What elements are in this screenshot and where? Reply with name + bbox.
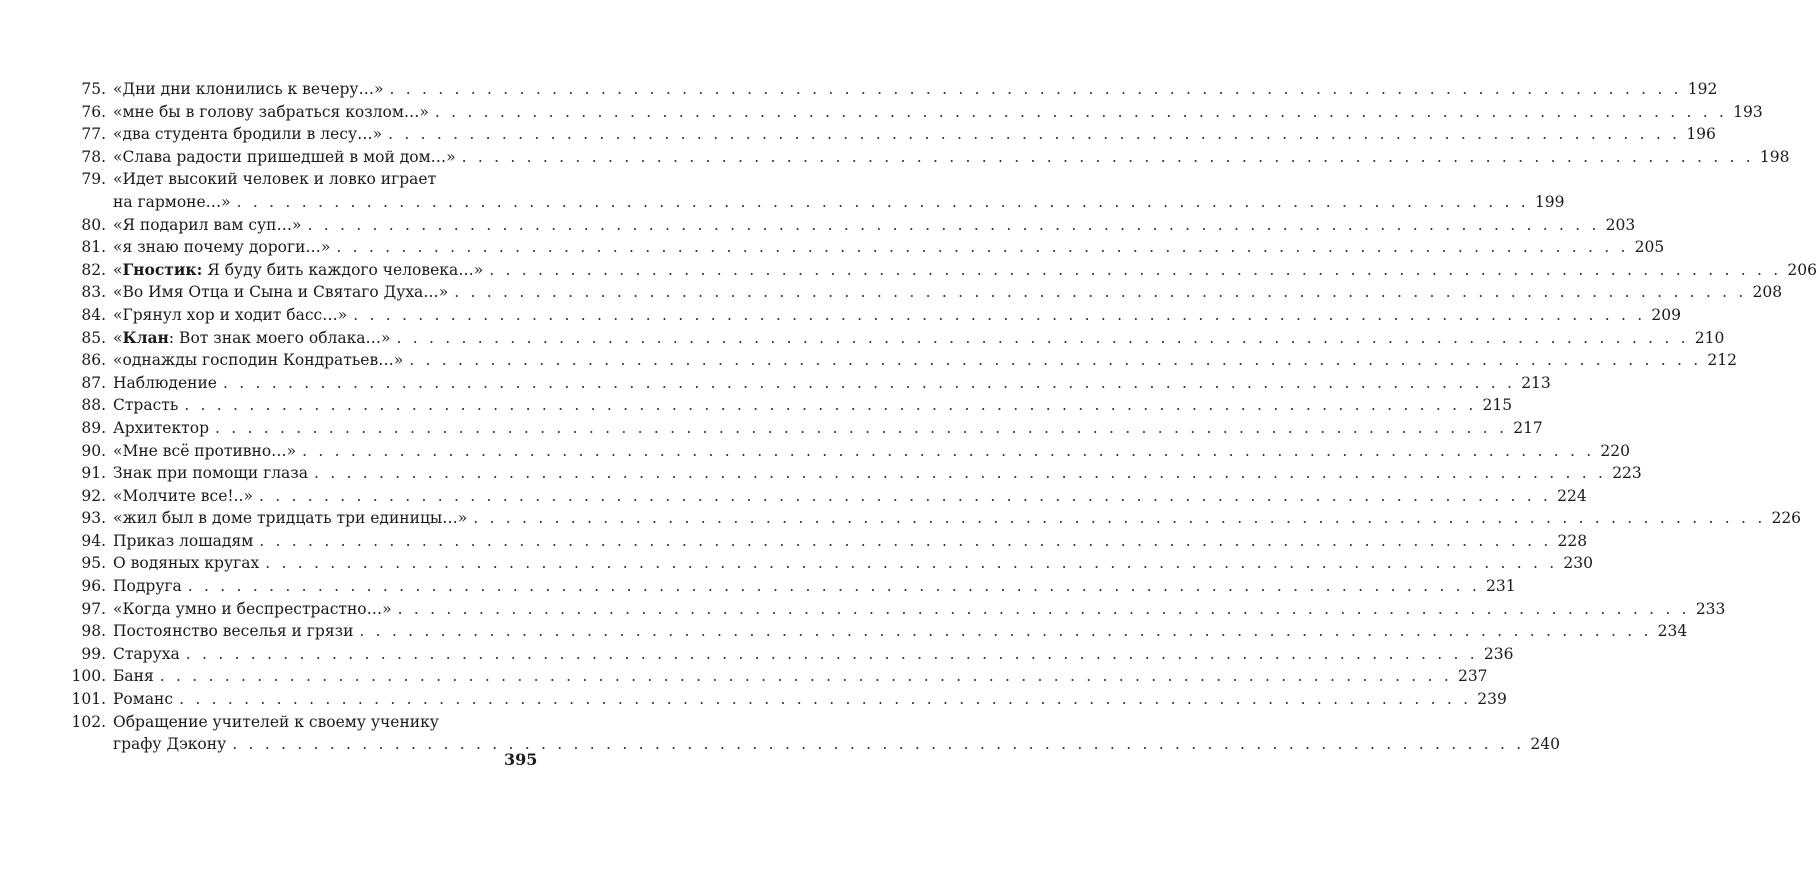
entry-body xyxy=(113,327,1725,350)
dot-leader: . . . . . . . . . . . . . . . . . . . . . . . . . . . . . . . . . . . . . . . . . . . . . . . . . . . . . . . . . . . . . . . . . . . . . . . . . . . . . . . . xyxy=(397,599,1690,618)
entry-body xyxy=(113,507,1802,530)
dot-leader: . . . . . . . . . . . . . . . . . . . . . . . . . . . . . . . . . . . . . . . . . . . . . . . . . . . . . . . . . . . . . . . . . . . . . . . . . . . . . . . . xyxy=(434,102,1728,121)
dot-leader: . . . . . . . . . . . . . . . . . . . . . . . . . . . . . . . . . . . . . . . . . . . . . . . . . . . . . . . . . . . . . . . . . . . . . . . . . . . . . . . . xyxy=(265,554,1558,573)
entry-title: Знак при помощи глаза xyxy=(113,464,308,483)
entry-page-number: 224 xyxy=(1557,486,1587,505)
entry-body xyxy=(113,417,1543,440)
entry-title-prefix: « xyxy=(113,260,123,279)
entry-number: 92. xyxy=(81,486,106,505)
entry-title: О водяных кругах xyxy=(113,554,260,573)
entry-number: 82. xyxy=(81,260,106,279)
entry-page-number: 196 xyxy=(1686,125,1716,144)
dot-leader: . . . . . . . . . . . . . . . . . . . . . . . . . . . . . . . . . . . . . . . . . . . . . . . . . . . . . . . . . . . . . . . . . . . . . . . . . . . . . . . . xyxy=(461,147,1754,166)
entry-title: «Во Имя Отца и Сына и Святаго Духа…» xyxy=(113,283,449,302)
entry-page-number: 193 xyxy=(1733,102,1763,121)
toc-entry[interactable] xyxy=(62,349,1737,372)
entry-page-number: 239 xyxy=(1477,690,1507,709)
dot-leader: . . . . . . . . . . . . . . . . . . . . . . . . . . . . . . . . . . . . . . . . . . . . . . . . . . . . . . . . . . . . . . . . . . . . . . . . . . . . . . . . xyxy=(302,441,1595,460)
dot-leader: . . . . . . . . . . . . . . . . . . . . . . . . . . . . . . . . . . . . . . . . . . . . . . . . . . . . . . . . . . . . . . . . . . . . . . . . . . . . . . . . xyxy=(313,464,1607,483)
dot-leader: . . . . . . . . . . . . . . . . . . . . . . . . . . . . . . . . . . . . . . . . . . . . . . . . . . . . . . . . . . . . . . . . . . . . . . . . . . . . . . . . xyxy=(307,215,1600,234)
entry-body xyxy=(113,78,1718,101)
entry-body xyxy=(113,236,1665,259)
dot-leader: . . . . . . . . . . . . . . . . . . . . . . . . . . . . . . . . . . . . . . . . . . . . . . . . . . . . . . . . . . . . . . . . . . . . . . . . . . . . . . . . xyxy=(179,690,1472,709)
toc-entry[interactable] xyxy=(62,123,1716,146)
entry-number: 86. xyxy=(81,351,106,370)
dot-leader: . . . . . . . . . . . . . . . . . . . . . . . . . . . . . . . . . . . . . . . . . . . . . . . . . . . . . . . . . . . . . . . . . . . . . . . . . . . . . . . . xyxy=(388,125,1681,144)
entry-body xyxy=(113,394,1513,417)
entry-page-number: 223 xyxy=(1612,464,1642,483)
entry-number: 88. xyxy=(81,396,106,415)
entry-page-number: 205 xyxy=(1634,238,1665,257)
entry-page-number: 228 xyxy=(1557,531,1588,550)
entry-title: «Грянул хор и ходит басс…» xyxy=(113,305,348,324)
toc-entry[interactable] xyxy=(62,304,1682,327)
entry-body xyxy=(113,101,1763,124)
entry-number: 77. xyxy=(81,125,106,144)
toc-entry[interactable] xyxy=(62,78,1718,101)
dot-leader: . . . . . . . . . . . . . . . . . . . . . . . . . . . . . . . . . . . . . . . . . . . . . . . . . . . . . . . . . . . . . . . . . . . . . . . . . . . . . . . . xyxy=(222,373,1516,392)
entry-number: 78. xyxy=(81,147,106,166)
entry-body xyxy=(113,530,1588,553)
entry-body xyxy=(113,440,1630,463)
entry-title: «Дни дни клонились к вечеру…» xyxy=(113,80,384,98)
toc-entry[interactable] xyxy=(62,485,1587,508)
entry-body xyxy=(113,259,1817,282)
dot-leader: . . . . . . . . . . . . . . . . . . . . . . . . . . . . . . . . . . . . . . . . . . . . . . . . . . . . . . . . . . . . . . . . . . . . . . . . . . . . . . . . xyxy=(353,305,1646,324)
entry-number: 90. xyxy=(81,441,106,460)
entry-title-line1: Обращение учителей к своему ученику xyxy=(113,712,439,731)
toc-entry[interactable] xyxy=(62,462,1642,485)
entry-body xyxy=(113,575,1516,598)
entry-page-number: 237 xyxy=(1457,667,1488,686)
entry-title xyxy=(113,259,483,282)
entry-number: 75. xyxy=(81,80,106,98)
dot-leader: . . . . . . . . . . . . . . . . . . . . . . . . . . . . . . . . . . . . . . . . . . . . . . . . . . . . . . . . . . . . . . . . . . . . . . . . . . . . . . . . xyxy=(489,260,1782,279)
entry-number: 98. xyxy=(81,622,106,641)
dot-leader: . . . . . . . . . . . . . . . . . . . . . . . . . . . . . . . . . . . . . . . . . . . . . . . . . . . . . . . . . . . . . . . . . . . . . . . . . . . . . . . . xyxy=(336,238,1629,257)
entry-title: «мне бы в голову забраться козлом…» xyxy=(113,102,429,121)
toc-entry[interactable] xyxy=(62,598,1726,621)
entry-body xyxy=(113,688,1507,711)
entry-number: 91. xyxy=(81,464,106,483)
entry-body xyxy=(113,665,1488,688)
entry-number: 87. xyxy=(81,373,106,392)
entry-page-number: 215 xyxy=(1482,396,1513,415)
entry-title xyxy=(113,327,391,350)
entry-title: Архитектор xyxy=(113,418,209,437)
entry-number: 76. xyxy=(81,102,106,121)
entry-body xyxy=(113,349,1737,372)
entry-title: Подруга xyxy=(113,577,182,596)
entry-number: 97. xyxy=(81,599,106,618)
entry-title: Романс xyxy=(113,690,174,709)
entry-title: на гармоне…» xyxy=(113,192,231,211)
entry-page-number: 240 xyxy=(1530,735,1561,754)
entry-number: 81. xyxy=(81,238,106,257)
dot-leader: . . . . . . . . . . . . . . . . . . . . . . . . . . . . . . . . . . . . . . . . . . . . . . . . . . . . . . . . . . . . . . . . . . . . . . . . . . . . . . . . xyxy=(396,328,1689,347)
entry-title-rest: Я буду бить каждого человека…» xyxy=(202,260,484,279)
entry-body xyxy=(113,146,1790,169)
dot-leader: . . . . . . . . . . . . . . . . . . . . . . . . . . . . . . . . . . . . . . . . . . . . . . . . . . . . . . . . . . . . . . . . . . . . . . . . . . . . . . . . xyxy=(159,667,1452,686)
toc-entry[interactable] xyxy=(62,214,1636,237)
toc-entry[interactable] xyxy=(62,327,1725,350)
entry-body xyxy=(113,168,1565,213)
dot-leader: . . . . . . . . . . . . . . . . . . . . . . . . . . . . . . . . . . . . . . . . . . . . . . . . . . . . . . . . . . . . . . . . . . . . . . . . . . . . . . . . xyxy=(184,396,1477,415)
entry-title: «Когда умно и беспрестрастно…» xyxy=(113,599,392,618)
toc-entry[interactable] xyxy=(62,643,1514,666)
entry-page-number: 210 xyxy=(1694,328,1725,347)
toc-entry[interactable] xyxy=(62,575,1516,598)
entry-page-number: 198 xyxy=(1759,147,1790,166)
entry-page-number: 192 xyxy=(1687,80,1718,98)
entry-page-number: 199 xyxy=(1534,192,1565,211)
toc-entry[interactable] xyxy=(62,146,1790,169)
dot-leader: . . . . . . . . . . . . . . . . . . . . . . . . . . . . . . . . . . . . . . . . . . . . . . . . . . . . . . . . . . . . . . . . . . . . . . . . . . . . . . . . xyxy=(236,192,1529,211)
dot-leader: . . . . . . . . . . . . . . . . . . . . . . . . . . . . . . . . . . . . . . . . . . . . . . . . . . . . . . . . . . . . . . . . . . . . . . . . . . . . . . . . xyxy=(473,509,1766,528)
dot-leader: . . . . . . . . . . . . . . . . . . . . . . . . . . . . . . . . . . . . . . . . . . . . . . . . . . . . . . . . . . . . . . . . . . . . . . . . . . . . . . . . xyxy=(409,351,1702,370)
entry-title: Баня xyxy=(113,667,154,686)
entry-page-number: 212 xyxy=(1707,351,1737,370)
entry-page-number: 230 xyxy=(1563,554,1593,573)
entry-number: 89. xyxy=(81,418,106,437)
entry-title-bold: Клан xyxy=(122,327,169,347)
entry-title: «Я подарил вам суп…» xyxy=(113,215,302,234)
toc-entry[interactable] xyxy=(62,236,1665,259)
entry-page-number: 236 xyxy=(1483,644,1514,663)
entry-number: 85. xyxy=(81,328,106,347)
dot-leader: . . . . . . . . . . . . . . . . . . . . . . . . . . . . . . . . . . . . . . . . . . . . . . . . . . . . . . . . . . . . . . . . . . . . . . . . . . . . . . . . xyxy=(215,418,1508,437)
dot-leader: . . . . . . . . . . . . . . . . . . . . . . . . . . . . . . . . . . . . . . . . . . . . . . . . . . . . . . . . . . . . . . . . . . . . . . . . . . . . . . . . xyxy=(185,644,1478,663)
entry-title: Приказ лошадям xyxy=(113,531,254,550)
entry-number: 80. xyxy=(81,215,106,234)
toc-entry[interactable] xyxy=(62,507,1802,530)
entry-number: 100. xyxy=(71,667,106,686)
entry-title: «два студента бродили в лесу…» xyxy=(113,125,383,144)
entry-page-number: 206 xyxy=(1787,260,1817,279)
entry-page-number: 233 xyxy=(1695,599,1726,618)
entry-number: 102. xyxy=(71,712,106,731)
entry-page-number: 203 xyxy=(1605,215,1636,234)
toc-entry[interactable] xyxy=(62,552,1593,575)
entry-page-number: 226 xyxy=(1771,509,1802,528)
dot-leader: . . . . . . . . . . . . . . . . . . . . . . . . . . . . . . . . . . . . . . . . . . . . . . . . . . . . . . . . . . . . . . . . . . . . . . . . . . . . . . . . xyxy=(187,577,1480,596)
toc-entry[interactable] xyxy=(62,372,1551,395)
entry-number: 96. xyxy=(81,577,106,596)
entry-page-number: 231 xyxy=(1486,577,1516,596)
toc-entry[interactable] xyxy=(62,620,1688,643)
entry-title: Страсть xyxy=(113,396,179,415)
toc-entry[interactable] xyxy=(62,259,1817,282)
entry-title-prefix: « xyxy=(113,328,123,347)
entry-title-rest: : Вот знак моего облака…» xyxy=(168,328,391,347)
entry-number: 101. xyxy=(71,690,106,709)
entry-body xyxy=(113,123,1716,146)
dot-leader: . . . . . . . . . . . . . . . . . . . . . . . . . . . . . . . . . . . . . . . . . . . . . . . . . . . . . . . . . . . . . . . . . . . . . . . . . . . . . . . . xyxy=(389,80,1682,98)
entry-number: 83. xyxy=(81,283,106,302)
entry-page-number: 220 xyxy=(1600,441,1630,460)
dot-leader: . . . . . . . . . . . . . . . . . . . . . . . . . . . . . . . . . . . . . . . . . . . . . . . . . . . . . . . . . . . . . . . . . . . . . . . . . . . . . . . . xyxy=(232,735,1525,754)
entry-title: «однажды господин Кондратьев…» xyxy=(113,351,404,370)
entry-body xyxy=(113,214,1636,237)
entry-page-number: 217 xyxy=(1513,418,1543,437)
entry-body xyxy=(113,462,1642,485)
entry-number: 99. xyxy=(81,644,106,663)
toc-entry[interactable] xyxy=(62,665,1488,688)
entry-body xyxy=(113,711,1561,756)
entry-number: 95. xyxy=(81,554,106,573)
entry-number: 93. xyxy=(81,509,106,528)
entry-page-number: 208 xyxy=(1752,283,1783,302)
entry-title: Наблюдение xyxy=(113,373,217,392)
entry-number: 94. xyxy=(81,531,106,550)
entry-body xyxy=(113,281,1783,304)
toc-entry[interactable] xyxy=(62,440,1630,463)
dot-leader: . . . . . . . . . . . . . . . . . . . . . . . . . . . . . . . . . . . . . . . . . . . . . . . . . . . . . . . . . . . . . . . . . . . . . . . . . . . . . . . . xyxy=(259,531,1552,550)
toc-entry[interactable] xyxy=(62,417,1543,440)
entry-body xyxy=(113,598,1726,621)
entry-page-number: 234 xyxy=(1657,622,1688,641)
toc-entry[interactable] xyxy=(62,168,1565,213)
toc-entry[interactable] xyxy=(62,688,1507,711)
entry-body xyxy=(113,552,1593,575)
entry-body xyxy=(113,304,1682,327)
toc-entry[interactable] xyxy=(62,101,1763,124)
entry-title-line1: «Идет высокий человек и ловко играет xyxy=(113,170,437,189)
table-of-contents xyxy=(62,78,1817,756)
entry-number: 84. xyxy=(81,305,106,324)
entry-title-bold: Гностик: xyxy=(122,259,203,279)
entry-title: Старуха xyxy=(113,644,180,663)
entry-body xyxy=(113,643,1514,666)
entry-number: 79. xyxy=(81,170,106,189)
entry-body xyxy=(113,372,1551,395)
toc-entry[interactable] xyxy=(62,394,1513,417)
toc-entry[interactable] xyxy=(62,711,1561,756)
dot-leader: . . . . . . . . . . . . . . . . . . . . . . . . . . . . . . . . . . . . . . . . . . . . . . . . . . . . . . . . . . . . . . . . . . . . . . . . . . . . . . . . xyxy=(454,283,1747,302)
page-number: 395 xyxy=(504,750,538,769)
entry-title: графу Дэкону xyxy=(113,735,227,754)
entry-title: «Мне всё противно…» xyxy=(113,441,297,460)
entry-page-number: 209 xyxy=(1651,305,1682,324)
entry-title: «Молчите все!..» xyxy=(113,486,253,505)
toc-entry[interactable] xyxy=(62,530,1588,553)
entry-title: «я знаю почему дороги…» xyxy=(113,238,331,257)
entry-body xyxy=(113,485,1587,508)
toc-entry[interactable] xyxy=(62,281,1783,304)
entry-page-number: 213 xyxy=(1521,373,1551,392)
dot-leader: . . . . . . . . . . . . . . . . . . . . . . . . . . . . . . . . . . . . . . . . . . . . . . . . . . . . . . . . . . . . . . . . . . . . . . . . . . . . . . . . xyxy=(258,486,1552,505)
entry-title: «жил был в доме тридцать три единицы…» xyxy=(113,509,468,528)
entry-title: «Слава радости пришедшей в мой дом…» xyxy=(113,147,456,166)
dot-leader: . . . . . . . . . . . . . . . . . . . . . . . . . . . . . . . . . . . . . . . . . . . . . . . . . . . . . . . . . . . . . . . . . . . . . . . . . . . . . . . . xyxy=(359,622,1652,641)
entry-body xyxy=(113,620,1688,643)
entry-title: Постоянство веселья и грязи xyxy=(113,622,354,641)
